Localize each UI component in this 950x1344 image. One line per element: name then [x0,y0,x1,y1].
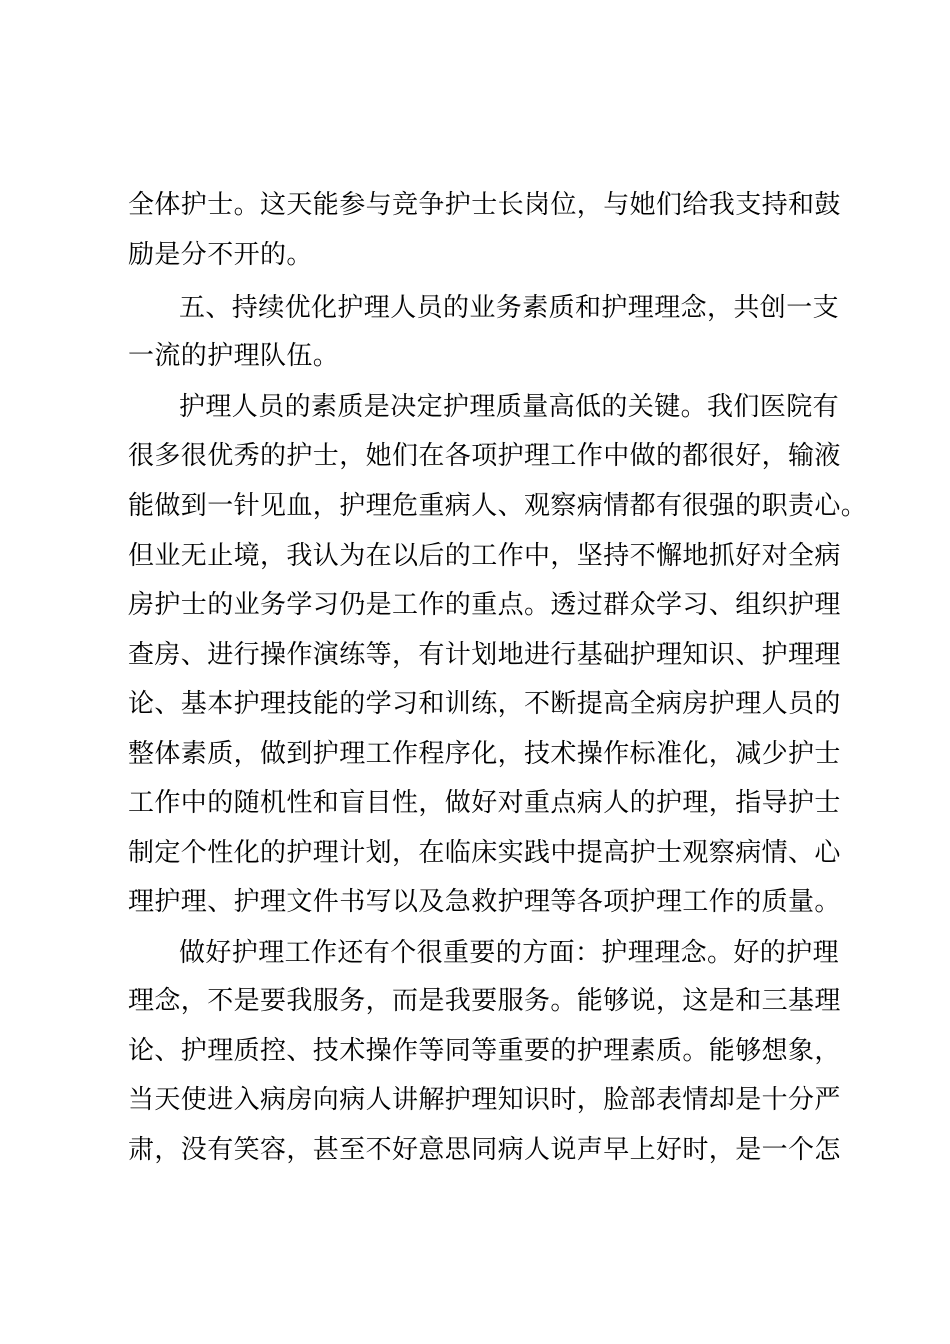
text-line: 励是分不开的。 [128,240,313,270]
text-line: 护理人员的素质是决定护理质量高低的关键。我们医院有 [179,392,840,422]
text-line: 工作中的随机性和盲目性，做好对重点病人的护理，指导护士 [128,788,841,818]
text-line: 肃，没有笑容，甚至不好意思同病人说声早上好时，是一个怎 [128,1135,841,1165]
text-line: 很多很优秀的护士，她们在各项护理工作中做的都很好，输液 [128,441,841,471]
text-line: 但业无止境，我认为在以后的工作中，坚持不懈地抓好对全病 [128,541,841,571]
text-line: 全体护士。这天能参与竞争护士长岗位，与她们给我支持和鼓 [128,190,841,220]
text-line: 能做到一针见血，护理危重病人、观察病情都有很强的职责心。 [128,491,868,521]
text-line: 整体素质，做到护理工作程序化，技术操作标准化，减少护士 [128,739,841,769]
text-line: 理念，不是要我服务，而是我要服务。能够说，这是和三基理 [128,986,841,1016]
text-line: 制定个性化的护理计划，在临床实践中提高护士观察病情、心 [128,838,841,868]
section-heading-line: 五、持续优化护理人员的业务素质和护理理念，共创一支 [179,293,840,323]
text-line: 房护士的业务学习仍是工作的重点。透过群众学习、组织护理 [128,590,841,620]
text-line: 当天使进入病房向病人讲解护理知识时，脸部表情却是十分严 [128,1085,841,1115]
text-line: 论、基本护理技能的学习和训练，不断提高全病房护理人员的 [128,689,841,719]
text-line: 理护理、护理文件书写以及急救护理等各项护理工作的质量。 [128,887,841,917]
text-line: 做好护理工作还有个很重要的方面：护理理念。好的护理 [179,938,840,968]
text-line: 查房、进行操作演练等，有计划地进行基础护理知识、护理理 [128,640,841,670]
section-heading-line: 一流的护理队伍。 [128,341,340,371]
text-line: 论、护理质控、技术操作等同等重要的护理素质。能够想象， [128,1036,841,1066]
